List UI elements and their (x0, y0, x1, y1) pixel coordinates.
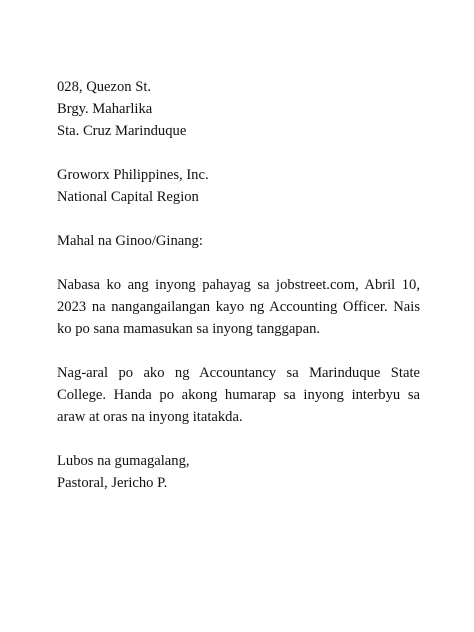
salutation (57, 230, 420, 252)
sender-address-line-barangay: Brgy. Maharlika (57, 101, 153, 117)
recipient-company: Groworx Philippines, Inc. (57, 167, 209, 183)
body-paragraph-1: Nabasa ko ang inyong pahayag sa jobstreet.com, Abril 10, 2023 na nangangailangan kayo ng Accounting Officer. Nais ko po sana mamasukan sa inyong tanggapan. (57, 277, 420, 337)
salutation-text: Mahal na Ginoo/Ginang: (57, 233, 203, 249)
body-paragraph-2: Nag-aral po ako ng Accountancy sa Marinduque State College. Handa po akong humarap sa inyong interbyu sa araw at oras na inyong itatakda. (57, 365, 420, 425)
sender-address (57, 76, 420, 142)
sender-address-line-street: 028, Quezon St. (57, 79, 152, 95)
signature-name: Pastoral, Jericho P. (57, 475, 168, 491)
sender-address-line-municipality: Sta. Cruz Marinduque (57, 123, 187, 139)
recipient-address (57, 164, 420, 208)
closing-text: Lubos na gumagalang, (57, 453, 190, 469)
recipient-region: National Capital Region (57, 189, 199, 205)
closing-block (57, 450, 420, 494)
